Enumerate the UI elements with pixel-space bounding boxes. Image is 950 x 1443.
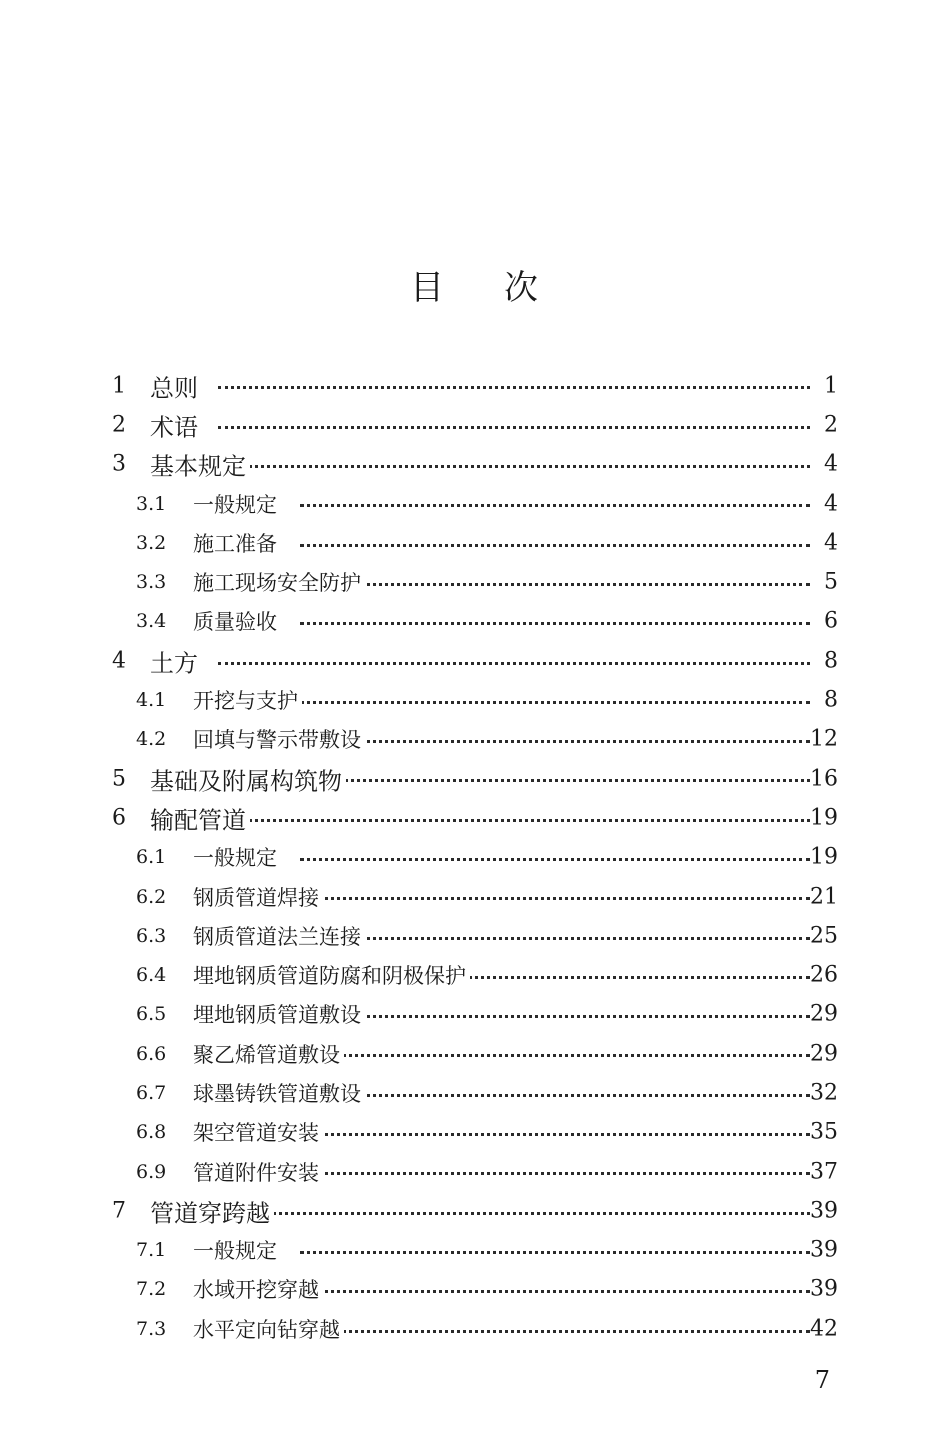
toc-dot-leader [218,662,810,665]
toc-dot-leader [218,819,810,822]
toc-entry-number: 4.1 [136,689,167,712]
toc-dot-leader [300,1133,810,1136]
toc-entry-title: 架空管道安装 [193,1117,323,1147]
toc-dot-leader [300,937,810,940]
toc-section-entry[interactable] [0,1309,950,1348]
toc-entry-number: 6.5 [136,1003,167,1026]
toc-entry-page: 39 [810,1237,838,1263]
toc-entry-page: 12 [810,726,838,752]
toc-entry-number: 7 [112,1198,126,1224]
toc-entry-title: 术语 [150,407,202,442]
toc-entry-title: 球墨铸铁管道敷设 [193,1078,365,1108]
toc-dot-leader [300,1251,810,1254]
toc-dot-leader [300,1015,810,1018]
toc-entry-number: 7.1 [136,1239,167,1262]
toc-entry-title: 基本规定 [150,447,250,482]
toc-dot-leader [300,701,810,704]
toc-section-entry[interactable] [0,523,950,562]
toc-entry-title: 管道穿跨越 [150,1193,274,1228]
toc-entry-number: 6.6 [136,1042,167,1065]
toc-entry-page: 1 [824,373,838,399]
toc-section-entry[interactable] [0,562,950,601]
toc-dot-leader [218,465,810,468]
table-of-contents [0,366,950,1348]
toc-chapter-entry[interactable] [0,759,950,798]
toc-entry-page: 26 [810,962,838,988]
toc-dot-leader [300,622,810,625]
toc-entry-number: 6 [112,805,126,831]
toc-dot-leader [218,1212,810,1215]
toc-entry-number: 6.9 [136,1160,167,1183]
toc-entry-number: 6.1 [136,846,167,869]
toc-entry-title: 施工现场安全防护 [193,567,365,597]
toc-dot-leader [300,1094,810,1097]
toc-dot-leader [300,897,810,900]
toc-entry-number: 3.2 [136,531,167,554]
toc-entry-number: 3.4 [136,610,167,633]
toc-entry-number: 5 [112,766,126,792]
toc-entry-title: 回填与警示带敷设 [193,724,365,754]
toc-entry-title: 一般规定 [193,489,281,519]
toc-section-entry[interactable] [0,838,950,877]
toc-entry-page: 29 [810,1001,838,1027]
toc-entry-title: 一般规定 [193,842,281,872]
toc-section-entry[interactable] [0,1034,950,1073]
toc-dot-leader [300,1290,810,1293]
toc-dot-leader [300,740,810,743]
toc-dot-leader [300,504,810,507]
toc-entry-page: 25 [810,923,838,949]
toc-entry-number: 6.8 [136,1121,167,1144]
toc-entry-page: 8 [824,648,838,674]
toc-chapter-entry[interactable] [0,1191,950,1230]
toc-section-entry[interactable] [0,1231,950,1270]
toc-entry-title: 管道附件安装 [193,1157,323,1187]
toc-section-entry[interactable] [0,720,950,759]
toc-dot-leader [300,583,810,586]
toc-chapter-entry[interactable] [0,445,950,484]
toc-entry-page: 32 [810,1080,838,1106]
toc-entry-page: 2 [824,412,838,438]
toc-dot-leader [300,858,810,861]
toc-entry-title: 一般规定 [193,1235,281,1265]
toc-entry-title: 开挖与支护 [193,685,302,715]
toc-entry-page: 39 [810,1276,838,1302]
title-char-2: 次 [504,268,540,308]
toc-entry-page: 4 [824,530,838,556]
toc-chapter-entry[interactable] [0,641,950,680]
toc-entry-number: 3.3 [136,571,167,594]
toc-entry-number: 7.2 [136,1278,167,1301]
toc-entry-page: 4 [824,451,838,477]
toc-entry-number: 6.4 [136,964,167,987]
toc-entry-title: 土方 [150,643,202,678]
toc-section-entry[interactable] [0,1152,950,1191]
toc-entry-page: 4 [824,491,838,517]
toc-dot-leader [300,1172,810,1175]
toc-entry-title: 质量验收 [193,606,281,636]
toc-entry-page: 39 [810,1198,838,1224]
toc-section-entry[interactable] [0,916,950,955]
toc-dot-leader [300,1330,810,1333]
toc-entry-page: 35 [810,1119,838,1145]
page-title [0,266,950,310]
toc-section-entry[interactable] [0,995,950,1034]
toc-entry-number: 6.2 [136,885,167,908]
toc-entry-page: 42 [810,1316,838,1342]
toc-entry-title: 埋地钢质管道敷设 [193,999,365,1029]
toc-dot-leader [300,1054,810,1057]
toc-entry-title: 输配管道 [150,800,250,835]
toc-entry-title: 水域开挖穿越 [193,1274,323,1304]
toc-entry-number: 2 [112,412,126,438]
toc-section-entry[interactable] [0,680,950,719]
toc-section-entry[interactable] [0,602,950,641]
toc-section-entry[interactable] [0,1073,950,1112]
toc-entry-title: 施工准备 [193,528,281,558]
toc-entry-page: 6 [824,608,838,634]
toc-section-entry[interactable] [0,1113,950,1152]
toc-entry-page: 19 [810,805,838,831]
toc-entry-number: 3 [112,451,126,477]
toc-entry-number: 1 [112,373,126,399]
toc-entry-title: 水平定向钻穿越 [193,1314,344,1344]
toc-dot-leader [218,386,810,389]
toc-entry-number: 3.1 [136,492,167,515]
toc-chapter-entry[interactable] [0,366,950,405]
toc-section-entry[interactable] [0,1270,950,1309]
toc-entry-number: 6.7 [136,1081,167,1104]
toc-entry-page: 37 [810,1159,838,1185]
toc-entry-page: 29 [810,1041,838,1067]
toc-entry-title: 钢质管道法兰连接 [193,921,365,951]
toc-dot-leader [218,426,810,429]
toc-chapter-entry[interactable] [0,405,950,444]
toc-entry-title: 钢质管道焊接 [193,882,323,912]
toc-entry-number: 6.3 [136,924,167,947]
title-char-1: 目 [410,268,446,308]
toc-entry-number: 4 [112,648,126,674]
toc-section-entry[interactable] [0,877,950,916]
toc-entry-page: 21 [810,884,838,909]
toc-entry-page: 8 [824,687,838,713]
toc-section-entry[interactable] [0,955,950,994]
toc-entry-title: 埋地钢质管道防腐和阴极保护 [193,960,470,990]
toc-entry-number: 7.3 [136,1317,167,1340]
toc-entry-title: 聚乙烯管道敷设 [193,1039,344,1069]
page-number: 7 [814,1366,830,1394]
toc-section-entry[interactable] [0,484,950,523]
toc-entry-number: 4.2 [136,728,167,751]
toc-chapter-entry[interactable] [0,798,950,837]
toc-entry-title: 基础及附属构筑物 [150,761,346,796]
toc-entry-page: 16 [810,766,838,792]
toc-entry-page: 5 [824,569,838,595]
toc-entry-page: 19 [810,844,838,870]
toc-dot-leader [300,544,810,547]
toc-entry-title: 总则 [150,368,202,403]
